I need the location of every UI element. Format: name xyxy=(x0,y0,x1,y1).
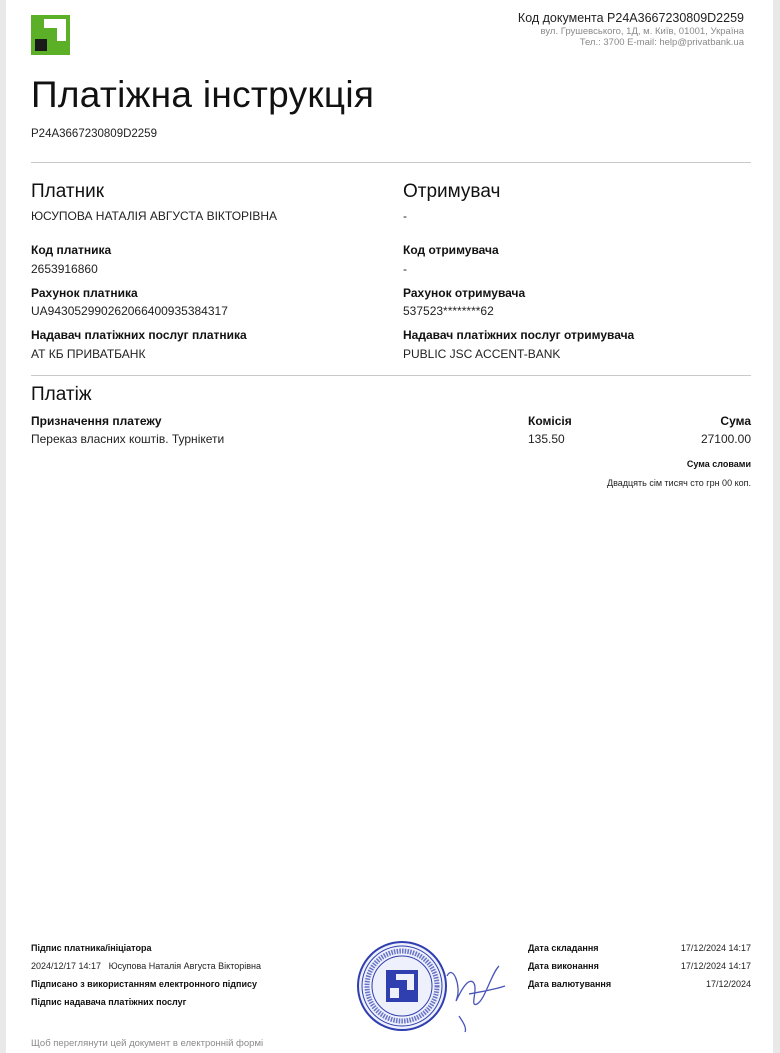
document-page xyxy=(6,0,773,1053)
payment-purpose: Переказ власних коштів. Турнікети xyxy=(31,432,225,446)
purpose-label: Призначення платежу xyxy=(31,414,162,428)
view-electronic-note: Щоб переглянути цей документ в електронній формі xyxy=(31,1038,264,1049)
divider xyxy=(31,162,751,163)
bank-contacts: Тел.: 3700 E-mail: help@privatbank.ua xyxy=(579,37,744,48)
payer-account: UA943052990262066400935384317 xyxy=(31,304,228,318)
payer-provider-label: Надавач платіжних послуг платника xyxy=(31,328,247,342)
handwritten-signature xyxy=(439,946,509,1034)
header-document-code: Код документа P24A3667230809D2259 xyxy=(517,11,744,25)
date-created: 17/12/2024 14:17 xyxy=(680,943,751,953)
date-executed: 17/12/2024 14:17 xyxy=(680,961,751,971)
value-date-label: Дата валютування xyxy=(528,979,612,989)
esign-note: Підписано з використанням електронного підпису xyxy=(31,979,258,989)
amount-words: Двадцять сім тисяч сто грн 00 коп. xyxy=(607,478,751,488)
recipient-name: - xyxy=(403,209,407,223)
payer-section-title: Платник xyxy=(31,181,105,202)
privatbank-logo-icon xyxy=(31,15,70,55)
payer-provider: АТ КБ ПРИВАТБАНК xyxy=(31,347,146,361)
amount-label: Сума xyxy=(720,414,751,428)
payer-account-label: Рахунок платника xyxy=(31,286,138,300)
document-code: P24A3667230809D2259 xyxy=(31,128,157,140)
recipient-code: - xyxy=(403,262,407,276)
recipient-account: 537523********62 xyxy=(403,304,494,318)
provider-signature-label: Підпис надавача платіжних послуг xyxy=(31,997,187,1007)
recipient-provider: PUBLIC JSC ACCENT-BANK xyxy=(403,347,561,361)
bank-address: вул. Грушевського, 1Д, м. Київ, 01001, Україна xyxy=(540,26,744,37)
page-title: Платіжна інструкція xyxy=(31,74,375,115)
payer-code-label: Код платника xyxy=(31,243,112,257)
bank-header-info xyxy=(518,11,744,48)
amount-words-label: Сума словами xyxy=(686,459,751,469)
amount-value: 27100.00 xyxy=(700,432,751,446)
value-date: 17/12/2024 xyxy=(705,979,751,989)
signature-value: 2024/12/17 14:17 Юсупова Наталія Августа Вікторівна xyxy=(31,961,262,971)
recipient-code-label: Код отримувача xyxy=(403,243,499,257)
payment-section-title: Платіж xyxy=(31,384,92,405)
payer-name: ЮСУПОВА НАТАЛІЯ АВГУСТА ВІКТОРІВНА xyxy=(31,209,278,223)
divider xyxy=(31,375,751,376)
recipient-provider-label: Надавач платіжних послуг отримувача xyxy=(403,328,635,342)
commission-label: Комісія xyxy=(528,414,572,428)
commission-value: 135.50 xyxy=(528,432,565,446)
date-created-label: Дата складання xyxy=(528,943,599,953)
bank-stamp-icon xyxy=(356,940,448,1032)
payer-code: 2653916860 xyxy=(31,262,98,276)
recipient-section-title: Отримувач xyxy=(403,181,501,202)
signature-label: Підпис платника/ініціатора xyxy=(31,943,152,953)
recipient-account-label: Рахунок отримувача xyxy=(403,286,526,300)
date-executed-label: Дата виконання xyxy=(528,961,599,971)
